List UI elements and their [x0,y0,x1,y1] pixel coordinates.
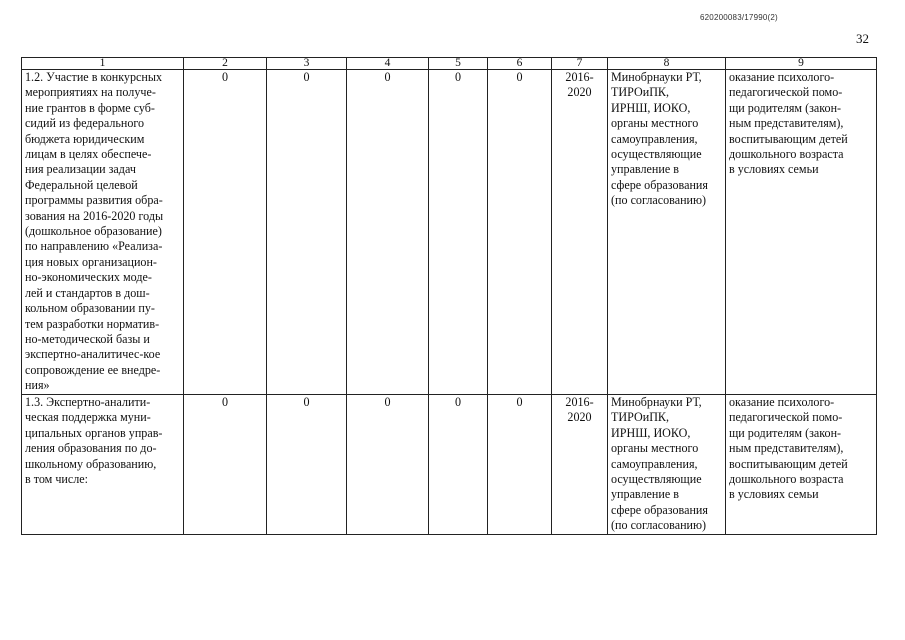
column-header: 2 [184,58,267,70]
table-row [22,395,877,535]
value-cell: 0 [429,395,488,535]
column-header: 8 [608,58,726,70]
activity-cell: 1.3. Экспертно-аналити- ческая поддержка муни- ципальных органов управ- ления образования по до- школьному образованию, в том числе: [22,395,184,535]
value-cell: 0 [267,395,347,535]
plan-table [21,57,877,535]
column-header: 7 [552,58,608,70]
value-cell: 0 [347,395,429,535]
column-header: 9 [726,58,877,70]
column-header: 6 [488,58,552,70]
value-cell: 0 [488,70,552,395]
value-cell: 0 [184,70,267,395]
column-header: 4 [347,58,429,70]
value-cell: 0 [347,70,429,395]
document-id: 620200083/17990(2) [700,13,778,22]
page-number: 32 [856,31,869,46]
value-cell: 0 [429,70,488,395]
result-cell: оказание психолого- педагогической помо- щи родителям (закон- ным представителям), воспитывающим детей дошкольного возраста в условиях семьи [726,70,877,395]
activity-cell: 1.2. Участие в конкурсных мероприятиях на получе- ние грантов в форме суб- сидий из федерального бюджета юридическим лицам в целях обеспече- ния реализации задач Федеральной целевой программы развития обра- зования на 2016-2020 годы (дошкольное образование) по направлению «Реализа- ция новых организацион- но-экономических моде- лей и стандартов в дош- кольном образовании пу- тем разработки норматив- но-методической базы и экспертно-аналитичес-кое сопровождение ее внедре- ния» [22,70,184,395]
result-cell: оказание психолого- педагогической помо- щи родителям (закон- ным представителям), воспитывающим детей дошкольного возраста в условиях семьи [726,395,877,535]
period-cell: 2016- 2020 [552,70,608,395]
executor-cell: Минобрнауки РТ, ТИРОиПК, ИРНШ, ИОКО, органы местного самоуправления, осуществляющие управление в сфере образования (по согласованию) [608,70,726,395]
value-cell: 0 [184,395,267,535]
period-cell: 2016- 2020 [552,395,608,535]
column-header: 3 [267,58,347,70]
table-row [22,70,877,395]
value-cell: 0 [488,395,552,535]
column-header: 5 [429,58,488,70]
column-number-row [22,58,877,70]
executor-cell: Минобрнауки РТ, ТИРОиПК, ИРНШ, ИОКО, органы местного самоуправления, осуществляющие управление в сфере образования (по согласованию) [608,395,726,535]
column-header: 1 [22,58,184,70]
value-cell: 0 [267,70,347,395]
